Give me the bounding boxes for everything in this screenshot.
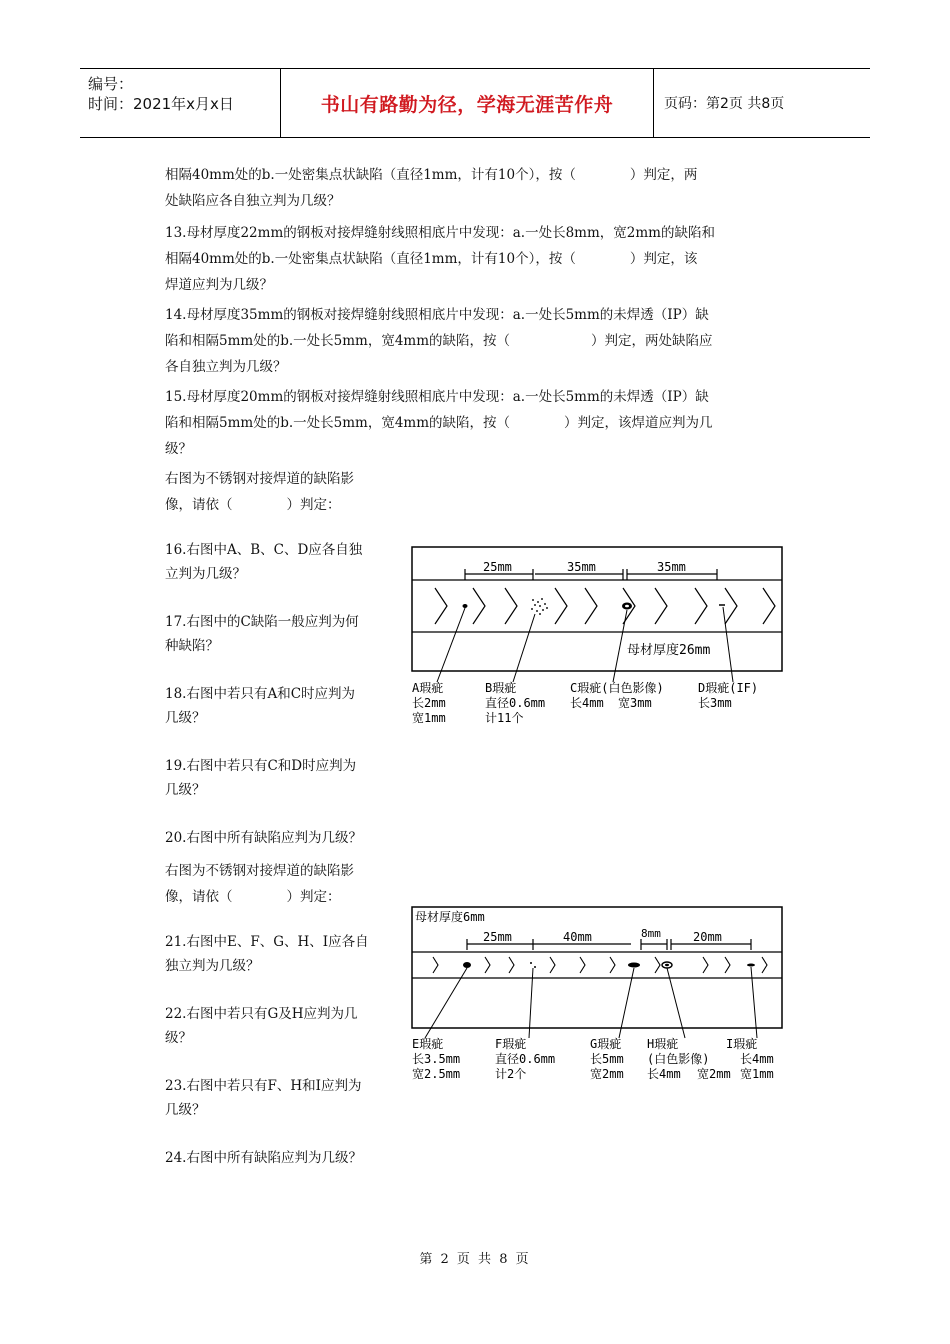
dim-label-4: 20mm xyxy=(693,930,722,944)
label-c-line1: 长4mm xyxy=(570,696,604,710)
text-line: 像，请依（ ）判定： xyxy=(165,497,341,513)
label-d-title: D瑕疵(IF) xyxy=(698,681,759,695)
text-line: 20.右图中所有缺陷应判为几级？ xyxy=(165,830,362,846)
question-23 xyxy=(165,1074,405,1122)
weld-defect-figure-1 xyxy=(405,540,790,740)
question-24 xyxy=(165,1146,405,1170)
question-14 xyxy=(165,302,780,380)
question-17 xyxy=(165,610,405,658)
question-13 xyxy=(165,220,780,298)
label-f-line2: 计2个 xyxy=(495,1067,527,1081)
dim-label-3: 8mm xyxy=(641,927,661,940)
text-line: 种缺陷？ xyxy=(165,638,219,654)
defect-i xyxy=(747,964,755,967)
defect-a xyxy=(463,604,468,608)
header-motto: 书山有路勤为径，学海无涯苦作舟 xyxy=(281,69,654,137)
text-line: 陷和相隔5mm处的b.一处长5mm，宽4mm的缺陷，按（ ）判定，该焊道应判为几 xyxy=(165,415,713,431)
label-h-line2: 长4mm xyxy=(647,1067,681,1081)
text-line: 19.右图中若只有C和D时应判为 xyxy=(165,758,357,774)
text-line: 处缺陷应各自独立判为几级？ xyxy=(165,193,341,209)
text-line: 13.母材厚度22mm的钢板对接焊缝射线照相底片中发现：a.一处长8mm，宽2mm的缺陷和 xyxy=(165,225,715,241)
label-i-line2: 宽1mm xyxy=(740,1067,774,1081)
text-line: 几级？ xyxy=(165,1102,206,1118)
thickness-label: 母材厚度26mm xyxy=(627,643,711,658)
text-line: 各自独立判为几级？ xyxy=(165,359,287,375)
dim-label-3: 35mm xyxy=(657,560,686,574)
defect-e xyxy=(463,962,471,968)
label-d-line1: 长3mm xyxy=(698,696,732,710)
dim-label-2: 40mm xyxy=(563,930,592,944)
text-line: 15.母材厚度20mm的钢板对接焊缝射线照相底片中发现：a.一处长5mm的未焊透（IP）缺 xyxy=(165,389,709,405)
defect-f-dot xyxy=(530,962,532,964)
text-line: 23.右图中若只有F、H和I应判为 xyxy=(165,1078,362,1094)
label-h-title: H瑕疵 xyxy=(647,1037,679,1051)
label-g-title: G瑕疵 xyxy=(590,1037,622,1051)
label-g-line1: 长5mm xyxy=(590,1052,624,1066)
page-header xyxy=(80,68,870,138)
label-a-line2: 宽1mm xyxy=(412,711,446,725)
label-a-title: A瑕疵 xyxy=(412,681,444,695)
plate-outline xyxy=(412,547,782,671)
thickness-label: 母材厚度6mm xyxy=(415,910,485,924)
label-g-line2: 宽2mm xyxy=(590,1067,624,1081)
defect-g xyxy=(628,963,640,968)
text-line: 16.右图中A、B、C、D应各自独 xyxy=(165,542,363,558)
weld-defect-figure-2 xyxy=(405,900,790,1095)
defect-h-core xyxy=(665,964,669,966)
question-12-continued xyxy=(165,162,780,214)
label-h-line3: 宽2mm xyxy=(697,1067,731,1081)
text-line: 21.右图中E、F、G、H、I应各自 xyxy=(165,934,369,950)
dim-label-1: 25mm xyxy=(483,930,512,944)
weld-ripples xyxy=(433,957,767,973)
text-line: 24.右图中所有缺陷应判为几级？ xyxy=(165,1150,362,1166)
defect-c-highlight xyxy=(625,605,629,608)
label-c-line2: 宽3mm xyxy=(618,696,652,710)
number-label: 编号： xyxy=(88,75,134,93)
dim-label-1: 25mm xyxy=(483,560,512,574)
text-line: 几级？ xyxy=(165,782,206,798)
question-15 xyxy=(165,384,780,462)
text-line: 几级？ xyxy=(165,710,206,726)
question-19 xyxy=(165,754,405,802)
text-line: 独立判为几级？ xyxy=(165,958,260,974)
label-e-title: E瑕疵 xyxy=(412,1037,444,1051)
text-line: 立判为几级？ xyxy=(165,566,246,582)
defect-f-dot xyxy=(534,966,536,968)
defect-b-cluster xyxy=(531,598,548,615)
question-16 xyxy=(165,538,405,586)
text-line: 相隔40mm处的b.一处密集点状缺陷（直径1mm，计有10个），按（ ）判定，两 xyxy=(165,167,698,183)
text-line: 22.右图中若只有G及H应判为几 xyxy=(165,1006,358,1022)
figure1-intro xyxy=(165,466,780,518)
question-18 xyxy=(165,682,405,730)
time-label: 时间：2021年x月x日 xyxy=(88,95,234,113)
label-b-line2: 计11个 xyxy=(485,711,524,725)
question-22 xyxy=(165,1002,405,1050)
text-line: 级？ xyxy=(165,441,192,457)
label-e-line2: 宽2.5mm xyxy=(412,1067,461,1081)
label-f-line1: 直径0.6mm xyxy=(495,1052,556,1066)
text-line: 陷和相隔5mm处的b.一处长5mm，宽4mm的缺陷，按（ ）判定，两处缺陷应 xyxy=(165,333,713,349)
text-line: 17.右图中的C缺陷一般应判为何 xyxy=(165,614,359,630)
label-b-line1: 直径0.6mm xyxy=(485,696,546,710)
weld-ripples xyxy=(435,588,775,624)
label-b-title: B瑕疵 xyxy=(485,681,517,695)
question-21 xyxy=(165,930,405,978)
label-i-title: I瑕疵 xyxy=(726,1037,758,1051)
label-i-line1: 长4mm xyxy=(740,1052,774,1066)
label-h-line1: (白色影像) xyxy=(647,1052,710,1066)
dim-label-2: 35mm xyxy=(567,560,596,574)
text-line: 像，请依（ ）判定： xyxy=(165,889,341,905)
text-line: 14.母材厚度35mm的钢板对接焊缝射线照相底片中发现：a.一处长5mm的未焊透（IP）缺 xyxy=(165,307,709,323)
text-line: 18.右图中若只有A和C时应判为 xyxy=(165,686,356,702)
label-f-title: F瑕疵 xyxy=(495,1037,527,1051)
page-footer: 第 2 页 共 8 页 xyxy=(419,1252,531,1267)
header-page-info: 页码：第2页 共8页 xyxy=(664,96,785,112)
text-line: 右图为不锈钢对接焊道的缺陷影 xyxy=(165,471,354,487)
label-c-title: C瑕疵(白色影像) xyxy=(570,681,664,695)
text-line: 相隔40mm处的b.一处密集点状缺陷（直径1mm，计有10个），按（ ）判定，该 xyxy=(165,251,698,267)
text-line: 右图为不锈钢对接焊道的缺陷影 xyxy=(165,863,354,879)
text-line: 级？ xyxy=(165,1030,192,1046)
label-a-line1: 长2mm xyxy=(412,696,446,710)
label-e-line1: 长3.5mm xyxy=(412,1052,461,1066)
text-line: 焊道应判为几级？ xyxy=(165,277,273,293)
header-meta xyxy=(80,69,281,137)
question-20 xyxy=(165,826,405,850)
